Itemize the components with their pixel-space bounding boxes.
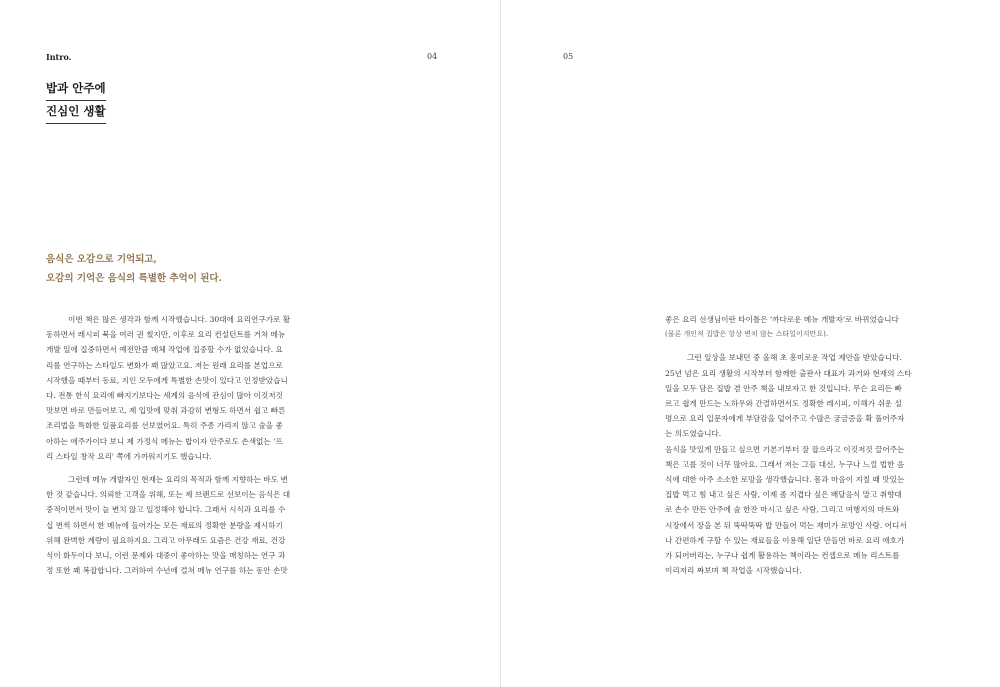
text-line: 중적이면서 맛이 늘 변치 않고 일정해야 합니다. 그래서 시식과 요리를 수 bbox=[46, 505, 286, 515]
text-line: 개발 일에 집중하면서 예전만큼 매체 작업에 집중할 수가 없었습니다. 요 bbox=[46, 345, 283, 355]
text-line: 식에 대한 아주 소소한 로망을 생각했습니다. 몸과 마음이 지칠 때 맛있는 bbox=[665, 475, 905, 485]
text-line: 맛보면 바로 만들어보고, 제 입맛에 맞춰 과감히 변형도 하면서 쉽고 빠른 bbox=[46, 406, 286, 416]
chapter-title bbox=[46, 78, 106, 124]
text-line: 집밥 먹고 힘 내고 싶은 사람, 이제 좀 지겹다 싶은 배달음식 말고 취향대 bbox=[665, 490, 902, 500]
text-line: 르고 쉽게 만드는 노하우와 간결하면서도 정확한 레시피, 이해가 쉬운 설 bbox=[665, 399, 902, 409]
text-line: 25년 넘은 요리 생활의 시작부터 함께한 출판사 대표가 과거와 현재의 스타 bbox=[665, 368, 912, 378]
pull-quote-line: 오감의 기억은 음식의 특별한 추억이 된다. bbox=[46, 273, 222, 284]
text-line: 위해 완벽한 계량이 필요하지요. 그리고 아무래도 요즘은 건강 재료, 건강 bbox=[46, 535, 286, 545]
text-line: 음식을 맛있게 만들고 싶으면 기본기부터 잘 잡으라고 이것저것 끌어주는 bbox=[665, 444, 905, 454]
text-line: 이번 책은 많은 생각과 함께 시작했습니다. 30대에 요리연구가로 활 bbox=[68, 315, 291, 324]
pull-quote-line: 음식은 오감으로 기억되고, bbox=[46, 254, 157, 265]
text-line: 그런 일상을 보내던 중 올해 초 흥미로운 작업 제안을 받았습니다. bbox=[687, 353, 902, 363]
text-note: (물론 개인적 집밥은 항상 변치 않는 스타일이지만요). bbox=[665, 330, 829, 339]
text-line: 나 간편하게 구할 수 있는 재료들을 이용해 일단 만들면 바로 요리 애호가 bbox=[665, 535, 905, 545]
text-line: 책은 고를 것이 너무 많아요. 그래서 저는 그들 대신, 누구나 느낄 법한 음 bbox=[665, 459, 905, 469]
text-line: 시장에서 장을 본 뒤 뚝딱뚝딱 밥 만들어 먹는 재미가 로망인 사람. 어디서 bbox=[665, 520, 907, 530]
page-number-right: 05 bbox=[563, 52, 574, 61]
text-line: 로 손수 만든 안주에 술 한잔 마시고 싶은 사람, 그리고 여행지의 마트와 bbox=[665, 505, 900, 515]
text-line: 가 되어버리는, 누구나 쉽게 활용하는 책이라는 컨셉으로 메뉴 리스트를 bbox=[665, 551, 900, 561]
text-line: 아하는 애주가이다 보니 제 가정식 메뉴는 밥이자 안주로도 손색없는 '프 bbox=[46, 436, 283, 446]
text-line: 리를 연구하는 스타일도 변화가 꽤 많았고요. 저는 원래 요리를 본업으로 bbox=[46, 360, 283, 370]
text-line: 시작했을 때부터 동료, 지인 모두에게 특별한 손맛이 있다고 인정받았습니 bbox=[46, 375, 288, 385]
text-line: 명으로 요리 입문자에게 부담감을 덜어주고 수많은 궁금증을 확 풀어주자 bbox=[665, 414, 905, 424]
pull-quote bbox=[46, 250, 222, 288]
text-line: 정 또한 꽤 복잡합니다. 그러하여 수년에 걸쳐 메뉴 연구를 하는 동안 손맛 bbox=[46, 566, 288, 576]
text-line: 일을 모두 담은 집밥 겸 안주 책을 내보자고 한 것입니다. 무슨 요리든 빠 bbox=[665, 383, 902, 393]
right-page bbox=[501, 0, 1000, 687]
text-line: 좋은 요리 선생님이란 타이틀은 '까다로운 메뉴 개발자'로 바뀌었습니다 bbox=[665, 315, 899, 324]
right-body-text bbox=[665, 312, 955, 578]
text-line: 다. 전통 한식 요리에 빠지기보다는 세계의 음식에 관심이 많아 이것저것 bbox=[46, 391, 283, 401]
text-line: 이리저리 짜보며 책 작업을 시작했습니다. bbox=[665, 566, 802, 576]
chapter-title-line: 밥과 안주에 bbox=[46, 78, 106, 101]
left-body-text bbox=[46, 312, 336, 578]
page-number-left: 04 bbox=[427, 52, 438, 61]
running-head: Intro. bbox=[46, 52, 72, 62]
text-line: 식이 화두이다 보니, 이런 문제와 대중이 좋아하는 맛을 매칭하는 연구 과 bbox=[46, 551, 286, 561]
text-line: 그런데 메뉴 개발자인 현재는 요리의 목적과 함께 지향하는 바도 변 bbox=[68, 475, 288, 485]
chapter-title-line: 진심인 생활 bbox=[46, 101, 106, 124]
text-line: 리 스타일 창작 요리' 쪽에 가까워지기도 했습니다. bbox=[46, 451, 212, 461]
text-line: 동하면서 레시피 북을 여러 권 썼지만, 이후로 요리 컨설턴트를 거쳐 메뉴 bbox=[46, 330, 286, 340]
text-line: 는 의도였습니다. bbox=[665, 429, 722, 439]
text-line: 십 번씩 하면서 한 메뉴에 들어가는 모든 재료의 정확한 분량을 제시하기 bbox=[46, 520, 283, 530]
text-line: 조리법을 특화한 일품요리를 선보였어요. 특히 주종 가리지 않고 술을 좋 bbox=[46, 421, 283, 431]
text-line: 한 것 같습니다. 의뢰한 고객을 위해, 또는 제 브랜드로 선보이는 음식은 대 bbox=[46, 490, 291, 500]
